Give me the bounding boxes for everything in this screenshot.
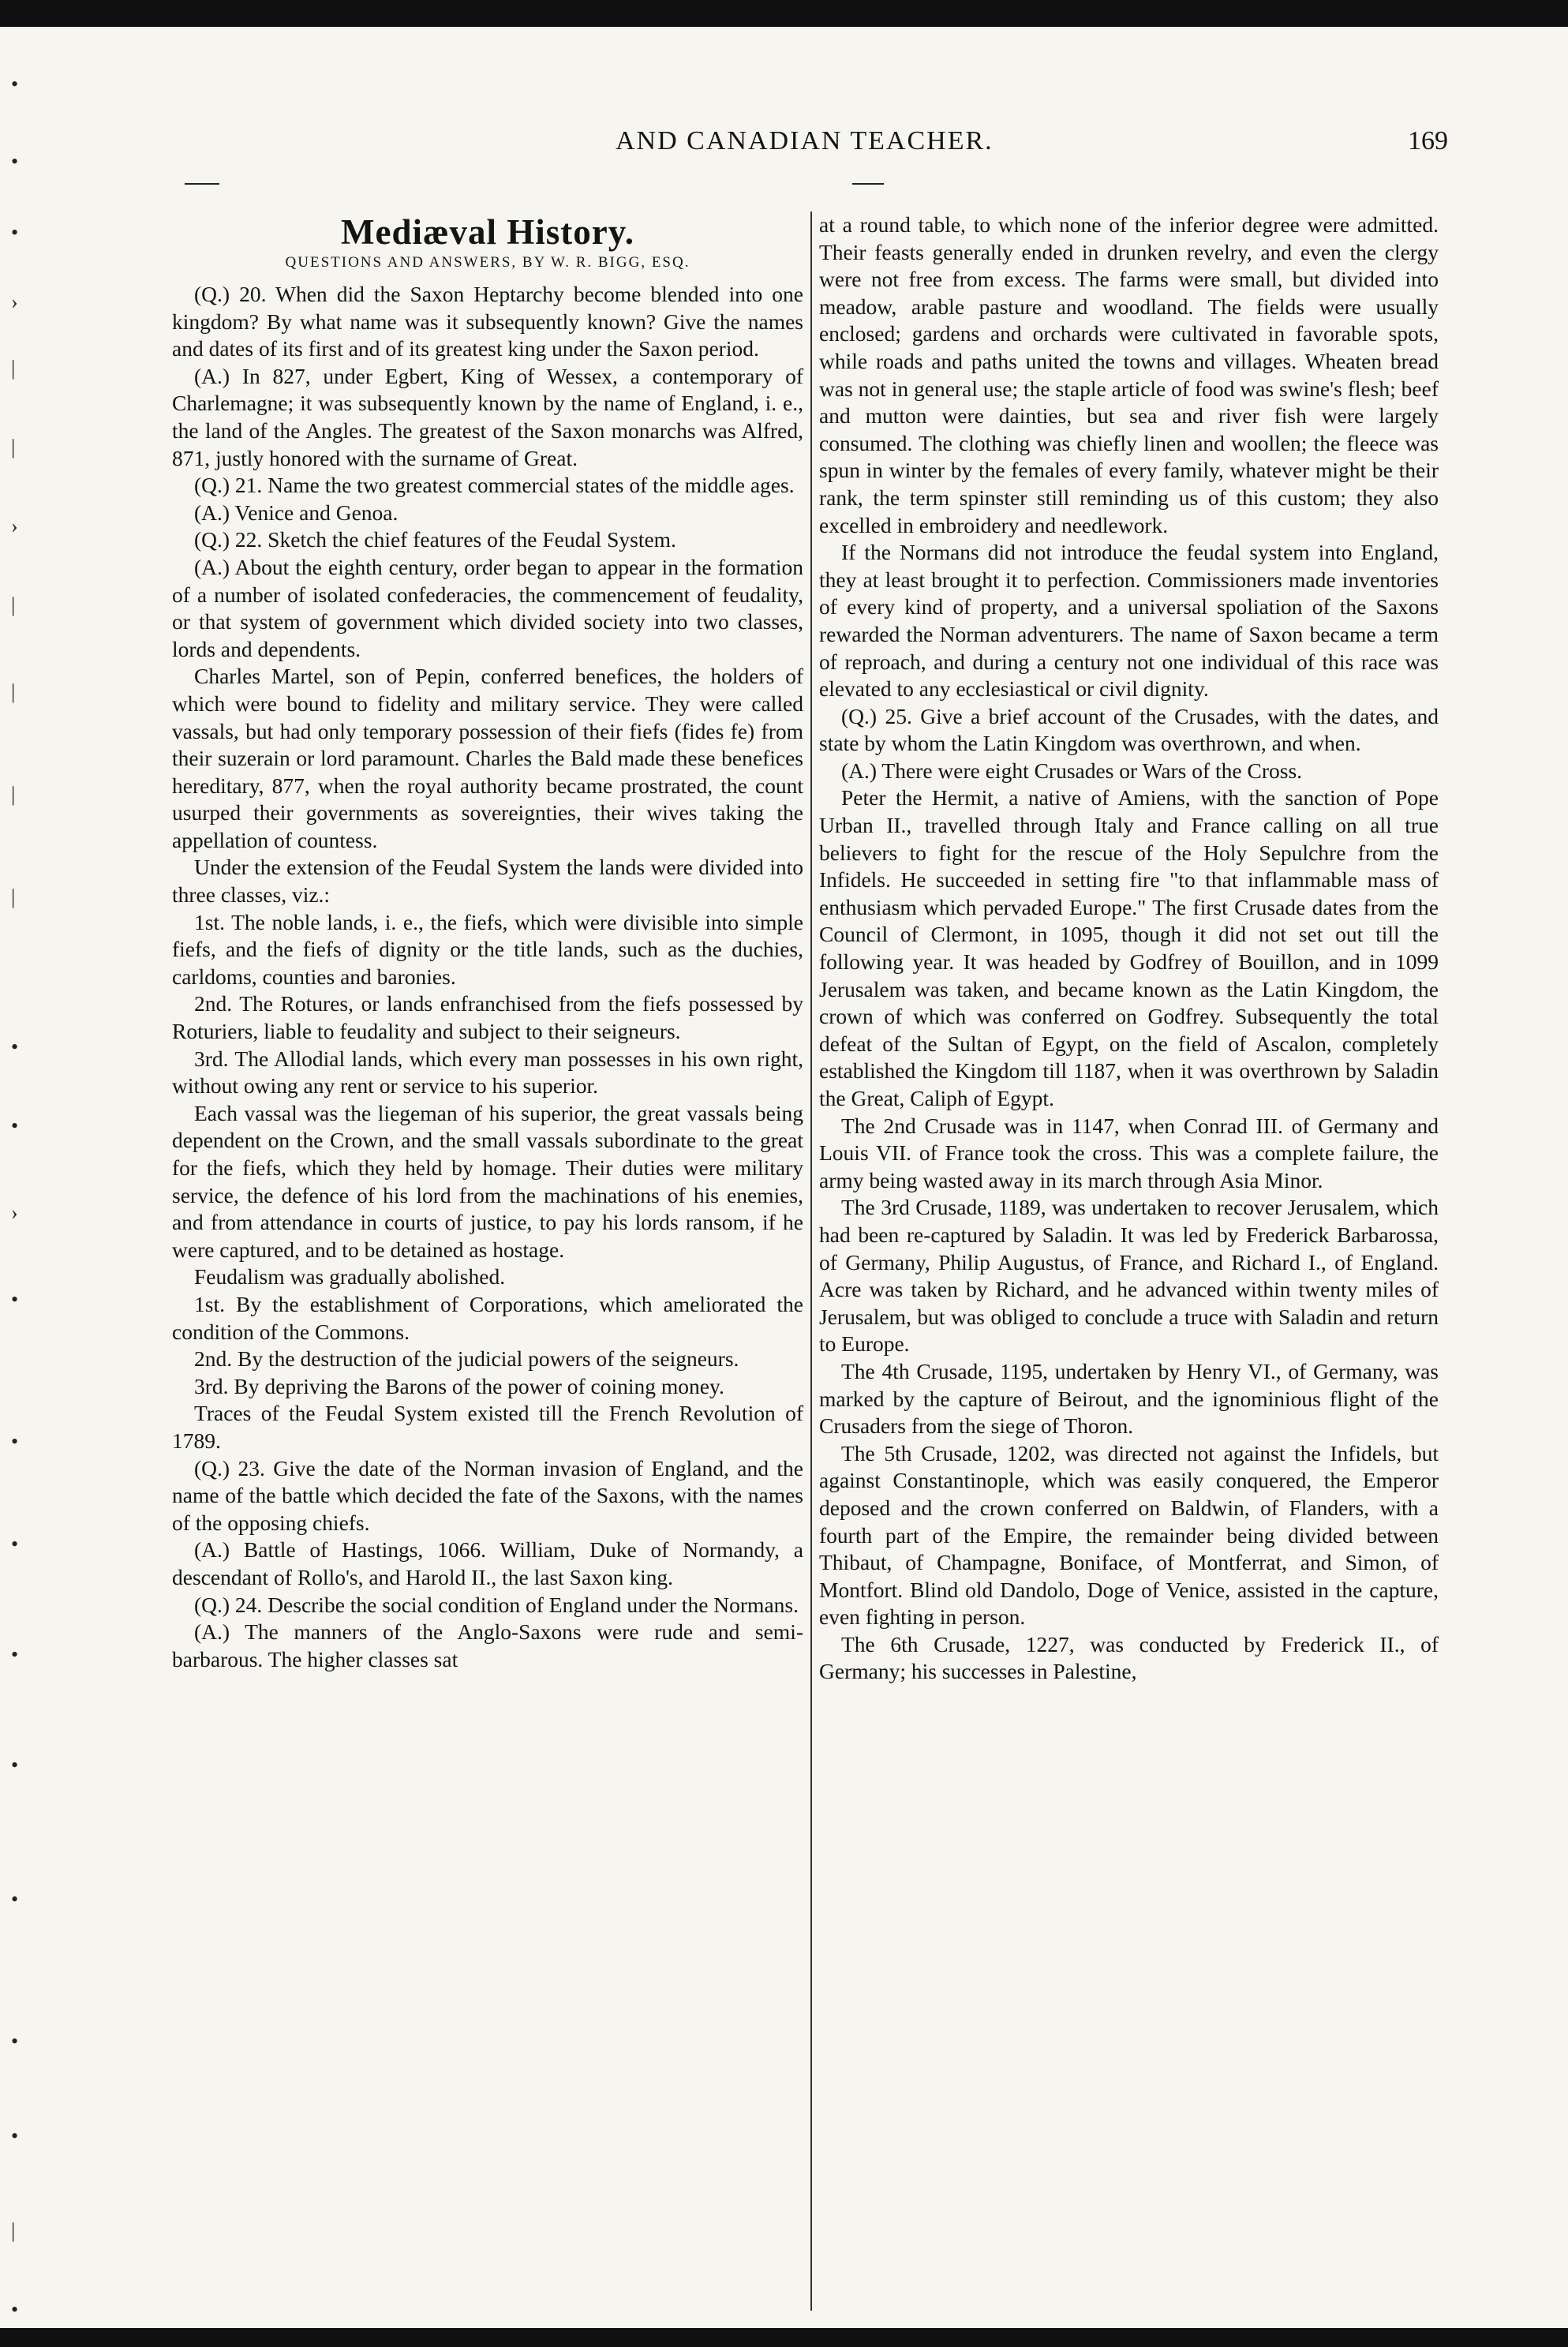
paragraph: (Q.) 25. Give a brief account of the Crusades, with the dates, and state by whom the Latin Kingdom was overthrown, and when. [819, 703, 1439, 756]
paragraph: (A.) About the eighth century, order began to appear in the formation of a number of isolated confederacies, the commencement of feudality, or that system of government which divided society into two classes, lords and dependents. [172, 554, 803, 661]
margin-speck: | [11, 783, 16, 806]
rule-mark [852, 183, 884, 185]
margin-speck: › [11, 515, 18, 537]
paragraph: (Q.) 20. When did the Saxon Heptarchy become blended into one kingdom? By what name was it subsequently known? Give the names and dates of its first and of its greatest king under the Saxon period. [172, 282, 803, 361]
paragraph: The 6th Crusade, 1227, was conducted by Frederick II., of Germany; his successes in Palestine, [819, 1631, 1439, 1684]
paragraph: (Q.) 22. Sketch the chief features of the Feudal System. [194, 527, 676, 552]
running-head: AND CANADIAN TEACHER. [616, 126, 994, 155]
margin-speck: • [11, 150, 19, 173]
paragraph: Under the extension of the Feudal System the lands were divided into three classes, viz.: [172, 855, 803, 908]
right-column [819, 211, 1439, 1686]
margin-speck: • [11, 1430, 19, 1453]
margin-speck: • [11, 221, 19, 244]
paragraph: 3rd. By depriving the Barons of the power of coining money. [194, 1373, 724, 1398]
margin-speck: | [11, 885, 16, 908]
margin-speck: › [11, 290, 18, 313]
paragraph: 1st. The noble lands, i. e., the fiefs, which were divisible into simple fiefs, and the fiefs of dignity or the title lands, such as the duchies, carldoms, counties and baronies. [172, 909, 803, 989]
paragraph: (Q.) 23. Give the date of the Norman invasion of England, and the name of the battle which decided the fate of the Saxons, with the names of the opposing chiefs. [172, 1455, 803, 1535]
paragraph: 1st. By the establishment of Corporations, which ameliorated the condition of the Commons. [172, 1291, 803, 1344]
rule-mark [185, 183, 219, 185]
margin-speck: › [11, 1201, 18, 1224]
top-border-rule [0, 0, 1568, 27]
margin-speck: • [11, 1643, 19, 1666]
paragraph: Each vassal was the liegeman of his superior, the great vassals being dependent on the Crown, and the small vassals subordinate to the great for the fiefs, which they held by homage. Their duties were military service, the defence of his lord from the machinations of his enemies, and from attendance in courts of justice, to pay his lords ransom, if he were captured, and to be detained as hostage. [172, 1100, 803, 1262]
paragraph: The 2nd Crusade was in 1147, when Conrad III. of Germany and Louis VII. of France took the cross. This was a complete failure, the army being wasted away in its march through Asia Minor. [819, 1113, 1439, 1192]
paragraph: Feudalism was gradually abolished. [194, 1264, 506, 1290]
paragraph: (Q.) 21. Name the two greatest commercial states of the middle ages. [194, 473, 795, 498]
paragraph: (A.) The manners of the Anglo-Saxons were rude and semi-barbarous. The higher classes sat [172, 1619, 803, 1671]
margin-speck: • [11, 1035, 19, 1058]
paragraph: (Q.) 24. Describe the social condition of England under the Normans. [194, 1592, 799, 1617]
margin-speck: | [11, 680, 16, 703]
margin-speck: | [11, 593, 16, 616]
paragraph: Traces of the Feudal System existed till the French Revolution of 1789. [172, 1401, 803, 1453]
paragraph: 3rd. The Allodial lands, which every man possesses in his own right, without owing any rent or service to his superior. [172, 1046, 803, 1099]
article-byline: QUESTIONS AND ANSWERS, BY W. R. BIGG, ESQ. [285, 254, 690, 271]
margin-speck: • [11, 73, 19, 95]
paragraph: Peter the Hermit, a native of Amiens, with the sanction of Pope Urban II., travelled through Italy and France calling on all true believers to fight for the rescue of the Holy Sepulchre from the Infidels. He succeeded in setting fire "to that inflammable mass of enthusiasm which pervaded Europe." The first Crusade dates from the Council of Clermont, in 1095, though it did not set out till the following year. It was headed by Godfrey of Bouillon, and in 1099 Jerusalem was taken, and became known as the Latin Kingdom, the crown of which was conferred on Godfrey. Subsequently the total defeat of the Sultan of Egypt, on the field of Ascalon, completely established the Kingdom till 1187, when it was overthrown by Saladin the Great, Caliph of Egypt. [819, 785, 1439, 1110]
paragraph: The 4th Crusade, 1195, undertaken by Henry VI., of Germany, was marked by the capture of Beirout, and the ignominious flight of the Crusaders from the siege of Thoron. [819, 1358, 1439, 1439]
paragraph: (A.) There were eight Crusades or Wars of the Cross. [841, 758, 1303, 783]
margin-speck: • [11, 1288, 19, 1311]
paragraph: 2nd. The Rotures, or lands enfranchised from the fiefs possessed by Roturiers, liable to feudality and subject to their seigneurs. [172, 991, 803, 1044]
paragraph: (A.) In 827, under Egbert, King of Wessex, a contemporary of Charlemagne; it was subsequently known by the name of England, i. e., the land of the Angles. The greatest of the Saxon monarchs was Alfred, 871, justly honored with the surname of Great. [172, 363, 803, 470]
paragraph: If the Normans did not introduce the feudal system into England, they at least brought it to perfection. Commissioners made inventories of every kind of property, and a universal spoliation of the Saxons rewarded the Norman adventurers. The name of Saxon became a term of reproach, and during a century not one individual of this race was elevated to any ecclesiastical or civil dignity. [819, 540, 1439, 702]
left-column [172, 211, 803, 1673]
margin-speck: • [11, 1114, 19, 1137]
margin-speck: • [11, 1533, 19, 1555]
article-title: Mediæval History. [341, 212, 634, 252]
paragraph: Charles Martel, son of Pepin, conferred benefices, the holders of which were bound to fidelity and military service. They were called vassals, but had only temporary possession of their fiefs (fides fe) from their suzerain or lord paramount. Charles the Bald made these benefices hereditary, 877, when the royal authority became prostrated, the count usurped their governments as sovereignties, their wives taking the appellation of countess. [172, 664, 803, 852]
margin-speck: • [11, 2030, 19, 2053]
margin-speck: • [11, 2124, 19, 2147]
paragraph: (A.) Venice and Genoa. [194, 500, 399, 525]
paragraph: 2nd. By the destruction of the judicial powers of the seigneurs. [194, 1346, 739, 1372]
paragraph: (A.) Battle of Hastings, 1066. William, Duke of Normandy, a descendant of Rollo's, and Harold II., the last Saxon king. [172, 1537, 803, 1589]
column-divider [810, 211, 812, 2311]
margin-speck: | [11, 2219, 16, 2242]
page-number: 169 [1408, 126, 1448, 155]
paragraph: at a round table, to which none of the inferior degree were admitted. Their feasts generally ended in drunken revelry, and even the clergy were not free from excess. The farms were small, but divided into meadow, arable pasture and woodland. The fields were usually enclosed; gardens and orchards were cultivated in favorable spots, while roads and paths united the towns and villages. Wheaten bread was not in general use; the staple article of food was swine's flesh; beef and mutton were dainties, but sea and river fish were largely consumed. The clothing was chiefly linen and woollen; the fleece was spun in winter by the females of every family, whatever might be their rank, the term spinster still reminding us of this custom; they also excelled in embroidery and needlework. [819, 212, 1439, 537]
binding-margin [0, 27, 87, 2328]
paragraph: The 5th Crusade, 1202, was directed not against the Infidels, but against Constantinople, which was easily conquered, the Emperor deposed and the crown conferred on Baldwin, of Flanders, with a fourth part of the Empire, the remainder being divided between Thibaut, of Champagne, Boniface, of Montferrat, and Simon, of Montfort. Blind old Dandolo, Doge of Venice, assisted in the capture, even fighting in person. [819, 1440, 1439, 1630]
margin-speck: • [11, 2298, 19, 2321]
margin-speck: • [11, 1888, 19, 1911]
bottom-border-rule [0, 2328, 1568, 2347]
paragraph: The 3rd Crusade, 1189, was undertaken to recover Jerusalem, which had been re-captured by Saladin. It was led by Frederick Barbarossa, of Germany, Philip Augustus, of France, and Richard I., of England. Acre was taken by Richard, and he advanced within twenty miles of Jerusalem, but was obliged to conclude a truce with Saladin and return to Europe. [819, 1195, 1439, 1357]
margin-speck: | [11, 357, 16, 380]
margin-speck: | [11, 436, 16, 459]
margin-speck: • [11, 1754, 19, 1776]
